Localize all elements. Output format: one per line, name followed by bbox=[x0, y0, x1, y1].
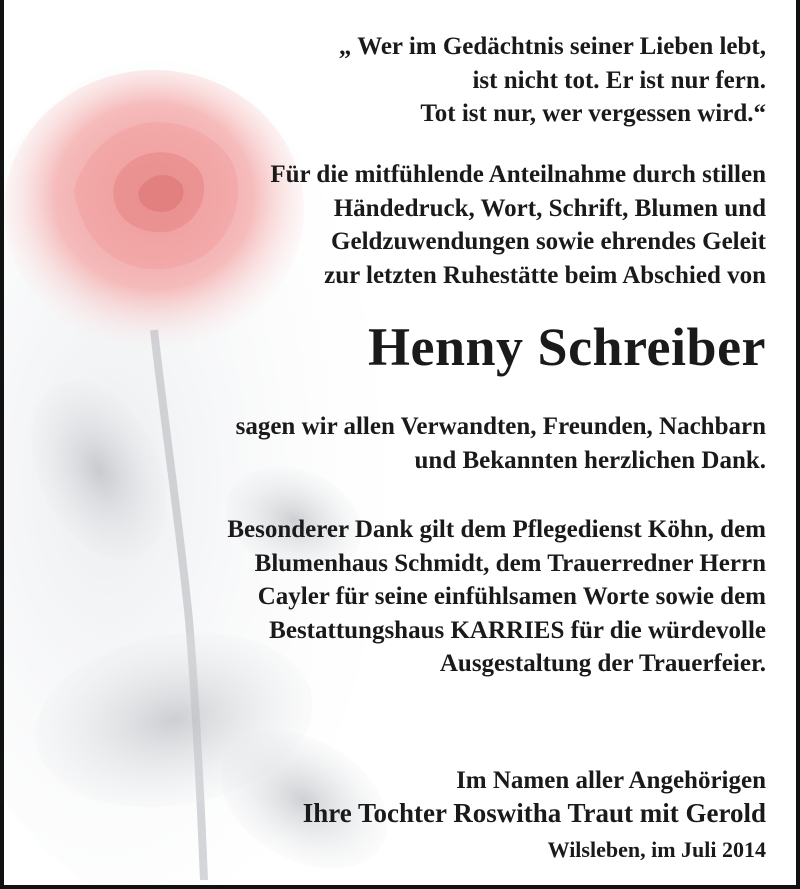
place-and-date: Wilsleben, im Juli 2014 bbox=[547, 837, 766, 862]
closing-line-1: Im Namen aller Angehörigen bbox=[456, 766, 766, 794]
deceased-name: Henny Schreiber bbox=[368, 317, 766, 377]
thanks-paragraph: sagen wir allen Verwandten, Freunden, Nachbarn und Bekannten herzlichen Dank. bbox=[235, 413, 766, 474]
special-thanks-paragraph: Besonderer Dank gilt dem Pflegedienst Köhn, dem Blumenhaus Schmidt, dem Trauerredner Herrn Cayler für seine einfühlsamen Worte sowie dem Bestattungshaus KARRIES für die würdevolle Ausgestaltung der Trauerfeier. bbox=[227, 516, 766, 677]
memorial-quote: „ Wer im Gedächtnis seiner Lieben lebt, ist nicht tot. Er ist nur fern. Tot ist nur, wer vergessen wird.“ bbox=[338, 33, 766, 127]
intro-paragraph: Für die mitfühlende Anteilnahme durch stillen Händedruck, Wort, Schrift, Blumen und Geldzuwendungen sowie ehrendes Geleit zur letzten Ruhestätte beim Abschied von bbox=[270, 161, 766, 289]
closing-line-2: Ihre Tochter Roswitha Traut mit Gerold bbox=[302, 798, 766, 828]
